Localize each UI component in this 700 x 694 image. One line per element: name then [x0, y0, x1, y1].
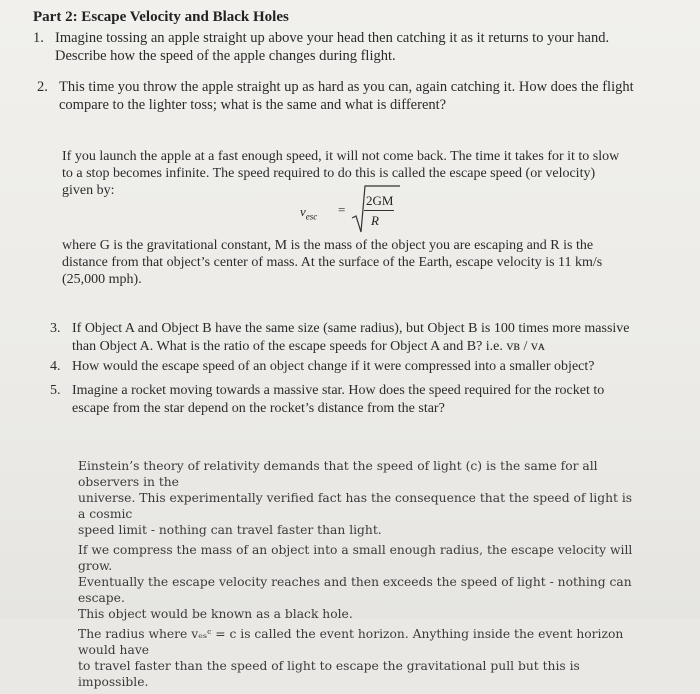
- question-text: If Object A and Object B have the same size (same radius), but Object B is 100 times more massive than Object A. What is the ratio of the escape speeds for Object A and B? i.e. vʙ / vᴀ: [72, 321, 630, 354]
- question-number: 3.: [50, 321, 61, 336]
- formula-numerator: 2GM: [366, 193, 394, 208]
- formula-lhs: $v_{esc}$: [300, 204, 318, 222]
- escape-speed-intro: If you launch the apple at a fast enough speed, it will not come back. The time it takes for it to slow to a stop becomes infinite. The speed required to do this is called the escape speed (or velocity) given by:: [62, 149, 620, 198]
- question-4: [50, 358, 680, 376]
- question-3: [50, 320, 680, 356]
- question-text: This time you throw the apple straight up as hard as you can, again catching it. How does the flight compare to the lighter toss; what is the same and what is different?: [59, 79, 634, 113]
- question-number: 1.: [33, 30, 44, 46]
- question-number: 2.: [37, 79, 48, 95]
- question-5: [50, 382, 680, 418]
- question-number: 5.: [50, 383, 61, 398]
- formula-equals: =: [338, 202, 346, 217]
- question-text: Imagine a rocket moving towards a massive star. How does the speed required for the rocket to escape from the star depend on the rocket’s distance from the star?: [72, 383, 605, 416]
- fraction-bar: [364, 210, 394, 211]
- question-text: How would the escape speed of an object change if it were compressed into a smaller object?: [72, 359, 595, 374]
- section-title: Part 2: Escape Velocity and Black Holes: [33, 9, 289, 25]
- question-1: [33, 29, 673, 65]
- formula-explanation: where G is the gravitational constant, M is the mass of the object you are escaping and R is the distance from that object’s center of mass. At the surface of the Earth, escape velocity is 11 km/s (25,000 mph).: [62, 238, 603, 287]
- black-hole-info-box: [78, 458, 643, 694]
- black-hole-paragraph: If we compress the mass of an object into a small enough radius, the escape velocity will grow. Eventually the escape velocity reaches and then exceeds the speed of light - nothing can escape. This object would be known as a black hole.: [78, 543, 633, 621]
- escape-velocity-formula: [300, 184, 400, 234]
- question-text: Imagine tossing an apple straight up above your head then catching it as it returns to your hand. Describe how the speed of the apple changes during flight.: [55, 30, 610, 64]
- relativity-paragraph: Einstein’s theory of relativity demands that the speed of light (c) is the same for all observers in the universe. This experimentally verified fact has the consequence that the speed of light is a cosmic speed limit - nothing can travel faster than light.: [78, 459, 633, 537]
- question-2: [37, 78, 677, 114]
- question-number: 4.: [50, 359, 61, 374]
- event-horizon-paragraph: The radius where vₑₛᶜ = c is called the event horizon. Anything inside the event horizon would have to travel faster than the speed of light to escape the gravitational pull but this is impossible.: [78, 627, 624, 689]
- formula-denominator: R: [371, 213, 379, 228]
